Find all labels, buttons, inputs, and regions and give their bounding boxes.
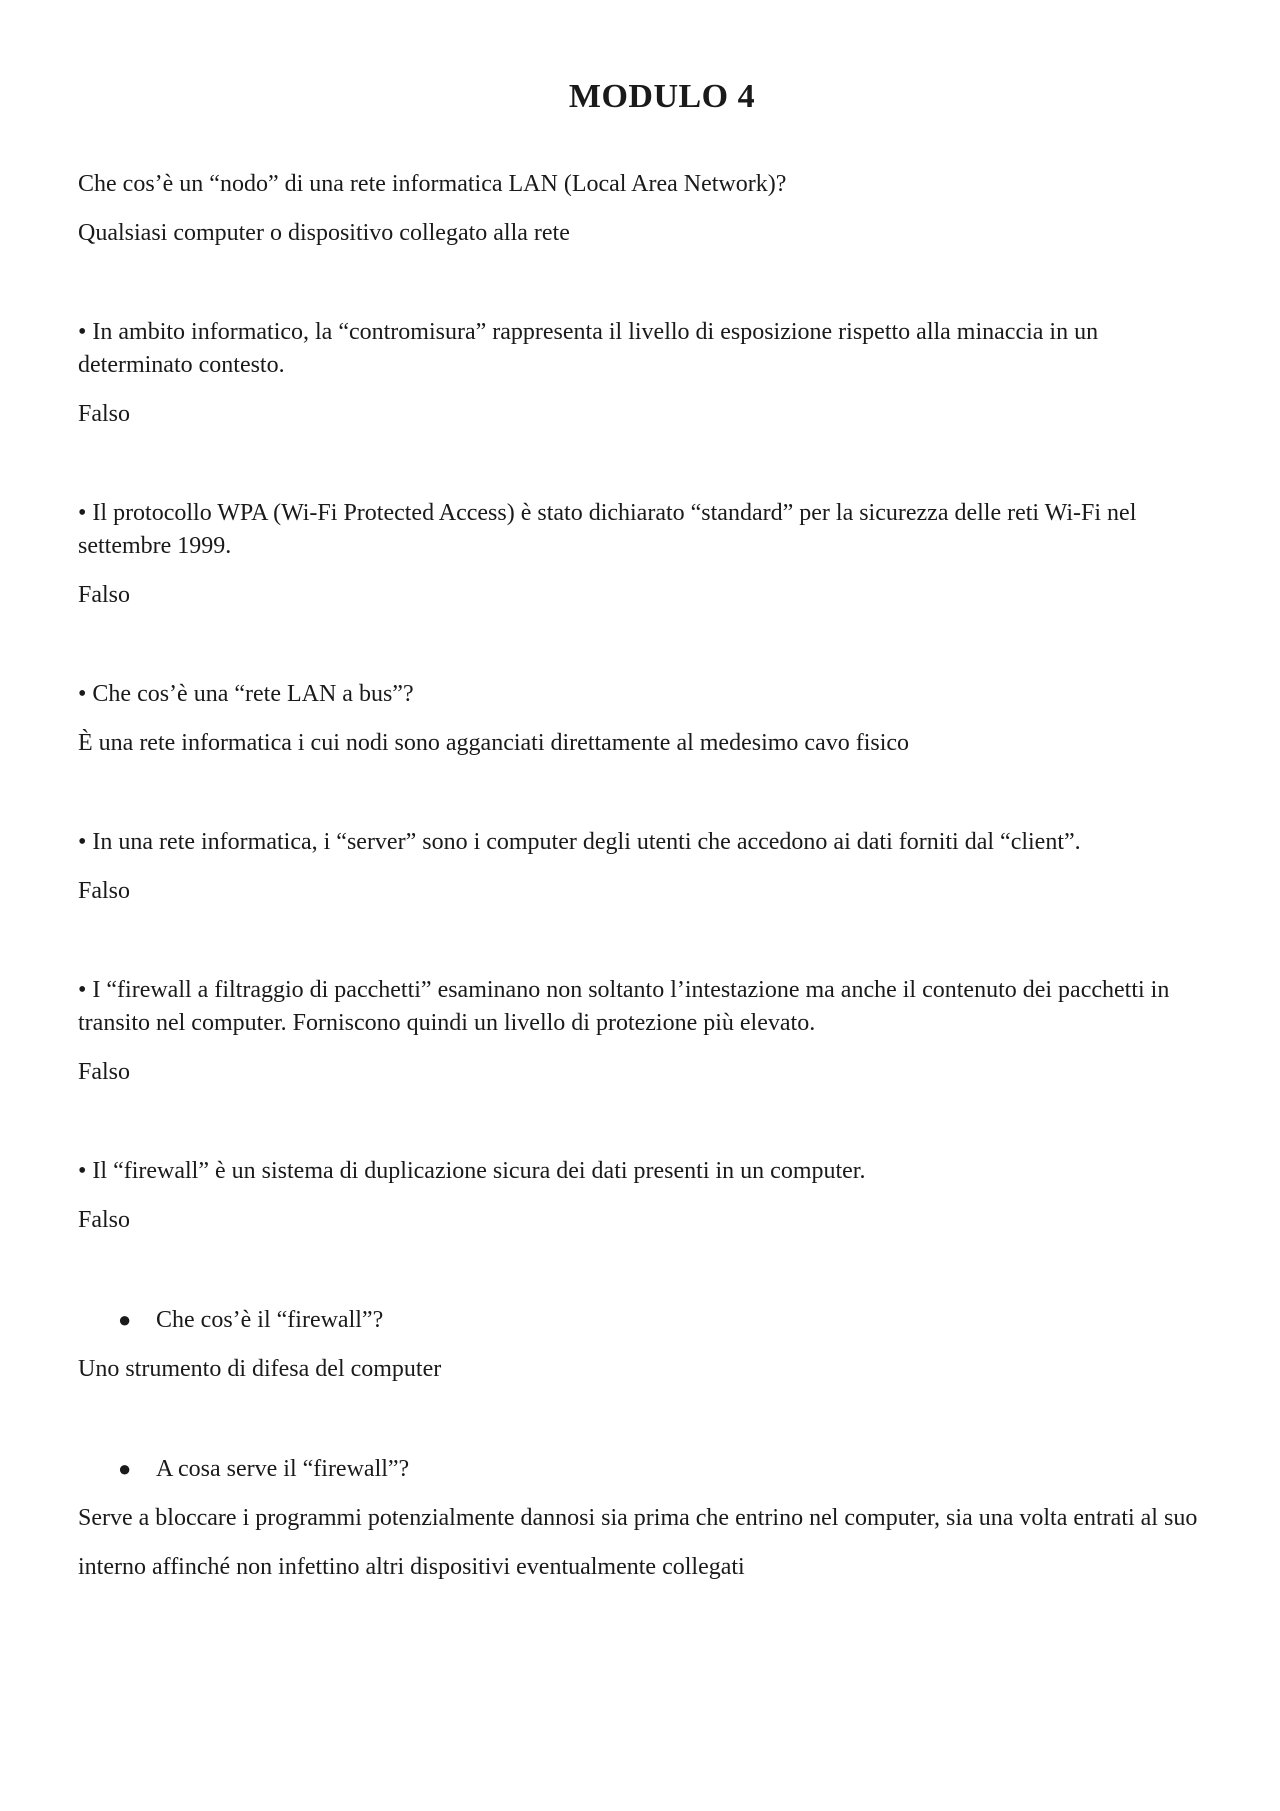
qa-item-6	[78, 974, 1202, 1089]
question-text: • I “firewall a filtraggio di pacchetti” esaminano non soltanto l’intestazione ma anche il contenuto dei pacchetti in transito nel computer. Forniscono quindi un livello di protezione più elevato.	[78, 977, 1170, 1036]
qa-item-4	[78, 678, 1202, 760]
question-text: • Il “firewall” è un sistema di duplicazione sicura dei dati presenti in un computer.	[78, 1158, 866, 1184]
question-text: • In ambito informatico, la “contromisura” rappresenta il livello di esposizione rispetto alla minaccia in un determinato contesto.	[78, 319, 1099, 378]
answer-text: Falso	[78, 1059, 131, 1085]
answer-text: Falso	[78, 582, 131, 608]
question-text: Che cos’è un “nodo” di una rete informatica LAN (Local Area Network)?	[78, 171, 787, 197]
question-text: • Che cos’è una “rete LAN a bus”?	[78, 681, 414, 707]
qa-item-5	[78, 826, 1202, 908]
question-text: A cosa serve il “firewall”?	[156, 1456, 410, 1482]
question-bulleted	[78, 1303, 1202, 1337]
answer-text: Qualsiasi computer o dispositivo collegato alla rete	[78, 220, 570, 246]
bullet-icon: ●	[118, 1456, 132, 1481]
qa-item-7	[78, 1155, 1202, 1237]
bullet-icon: ●	[118, 1307, 132, 1332]
answer-text: Falso	[78, 878, 131, 904]
qa-item-3	[78, 497, 1202, 612]
qa-item-2	[78, 316, 1202, 431]
answer-text: Uno strumento di difesa del computer	[78, 1356, 442, 1382]
answer-text: È una rete informatica i cui nodi sono agganciati direttamente al medesimo cavo fisico	[78, 730, 910, 756]
answer-text: Serve a bloccare i programmi potenzialmente dannosi sia prima che entrino nel computer, sia una volta entrati al suo interno affinché non infettino altri dispositivi eventualmente collegati	[78, 1505, 1198, 1580]
question-text: • Il protocollo WPA (Wi-Fi Protected Access) è stato dichiarato “standard” per la sicurezza delle reti Wi-Fi nel settembre 1999.	[78, 500, 1137, 559]
qa-item-9	[78, 1452, 1202, 1592]
qa-item-1	[78, 168, 1202, 250]
question-bulleted	[78, 1452, 1202, 1486]
answer-text: Falso	[78, 1207, 131, 1233]
question-text: Che cos’è il “firewall”?	[156, 1307, 384, 1333]
question-text: • In una rete informatica, i “server” sono i computer degli utenti che accedono ai dati forniti dal “client”.	[78, 829, 1081, 855]
qa-item-8	[78, 1303, 1202, 1386]
page-title: MODULO 4	[568, 78, 756, 115]
answer-text: Falso	[78, 401, 131, 427]
